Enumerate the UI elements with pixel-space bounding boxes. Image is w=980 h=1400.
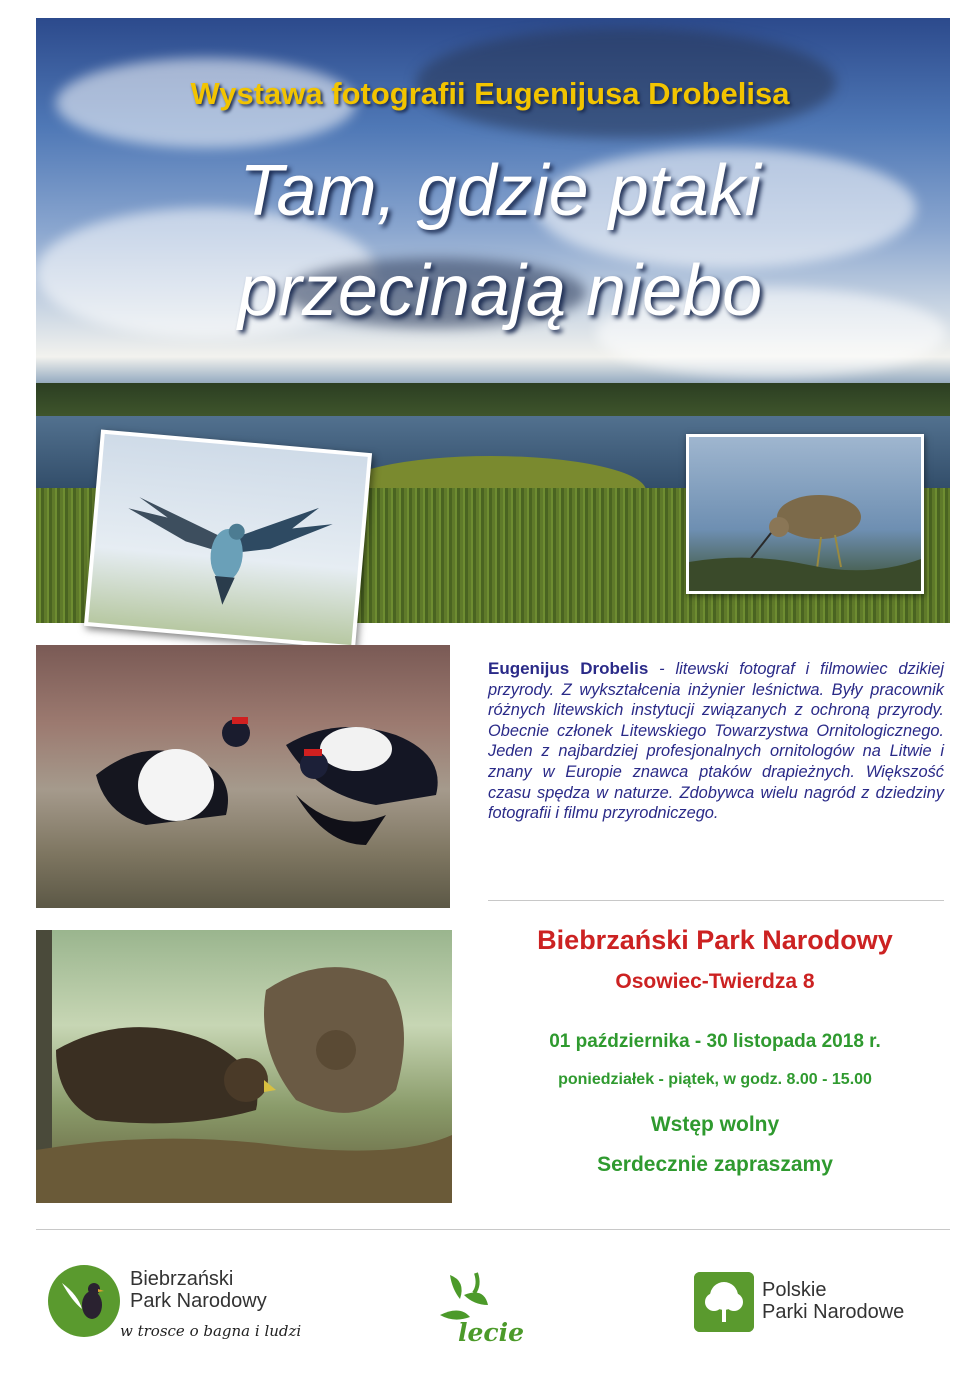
photographer-biography: [488, 659, 944, 824]
ppn-logo-icon: [694, 1272, 754, 1332]
eagle-chicks-icon: [36, 930, 452, 1203]
venue-address: Osowiec-Twierdza 8: [615, 970, 815, 993]
free-entry-notice: Wstęp wolny: [650, 1113, 780, 1136]
exhibition-dates: 01 października - 30 listopada 2018 r.: [549, 1031, 881, 1052]
photographer-name: Eugenijus Drobelis: [488, 659, 649, 678]
black-grouse-photo: [36, 645, 450, 908]
wading-bird-icon: [689, 437, 921, 591]
exhibition-title-line-2: przecinają niebo: [237, 251, 763, 331]
ppn-name-line-1: Polskie: [762, 1279, 827, 1301]
footer-divider: [36, 1229, 950, 1230]
eagles-nest-photo: [36, 930, 452, 1203]
invitation-text: Serdecznie zapraszamy: [597, 1153, 833, 1176]
biography-text: - litewski fotograf i filmowiec dzikiej przyrody. Z wykształcenia inżynier leśnictwa. Były pracownik różnych litewskich instytucji związanych z ochroną przyrody. Obecnie członek Litewskiego Towarzystwa Ornitologicznego. Jeden z najbardziej profesjonalnych ornitologów na Litwie i znany w Europie znawca ptaków drapieżnych. Większość czasu spędza w naturze. Zdobywca wielu nagród z dziedziny fotografii i filmu przyrodniczego.: [488, 660, 944, 823]
bpn-name-line-1: Biebrzański: [130, 1268, 234, 1290]
grouse-birds-icon: [36, 645, 450, 908]
venue-name: Biebrzański Park Narodowy: [537, 925, 893, 955]
bpn-name-line-2: Park Narodowy: [130, 1290, 267, 1312]
ppn-name: [762, 1279, 904, 1323]
exhibition-subtitle: Wystawa fotografii Eugenijusa Drobelisa: [190, 76, 790, 111]
bpn-tagline: w trosce o bagna i ludzi: [120, 1322, 302, 1340]
sandpiper-photo: [686, 434, 924, 594]
divider: [488, 900, 944, 901]
roller-bird-photo: [84, 430, 372, 650]
opening-hours: poniedziałek - piątek, w godz. 8.00 - 15.00: [558, 1071, 872, 1088]
bpn-logo-icon: [48, 1265, 120, 1337]
flying-bird-icon: [88, 434, 367, 645]
anniversary-logo-text: lecie: [458, 1318, 525, 1347]
ppn-name-line-2: Parki Narodowe: [762, 1301, 905, 1323]
exhibition-title-line-1: Tam, gdzie ptaki: [239, 151, 761, 231]
bpn-name: [130, 1268, 267, 1312]
